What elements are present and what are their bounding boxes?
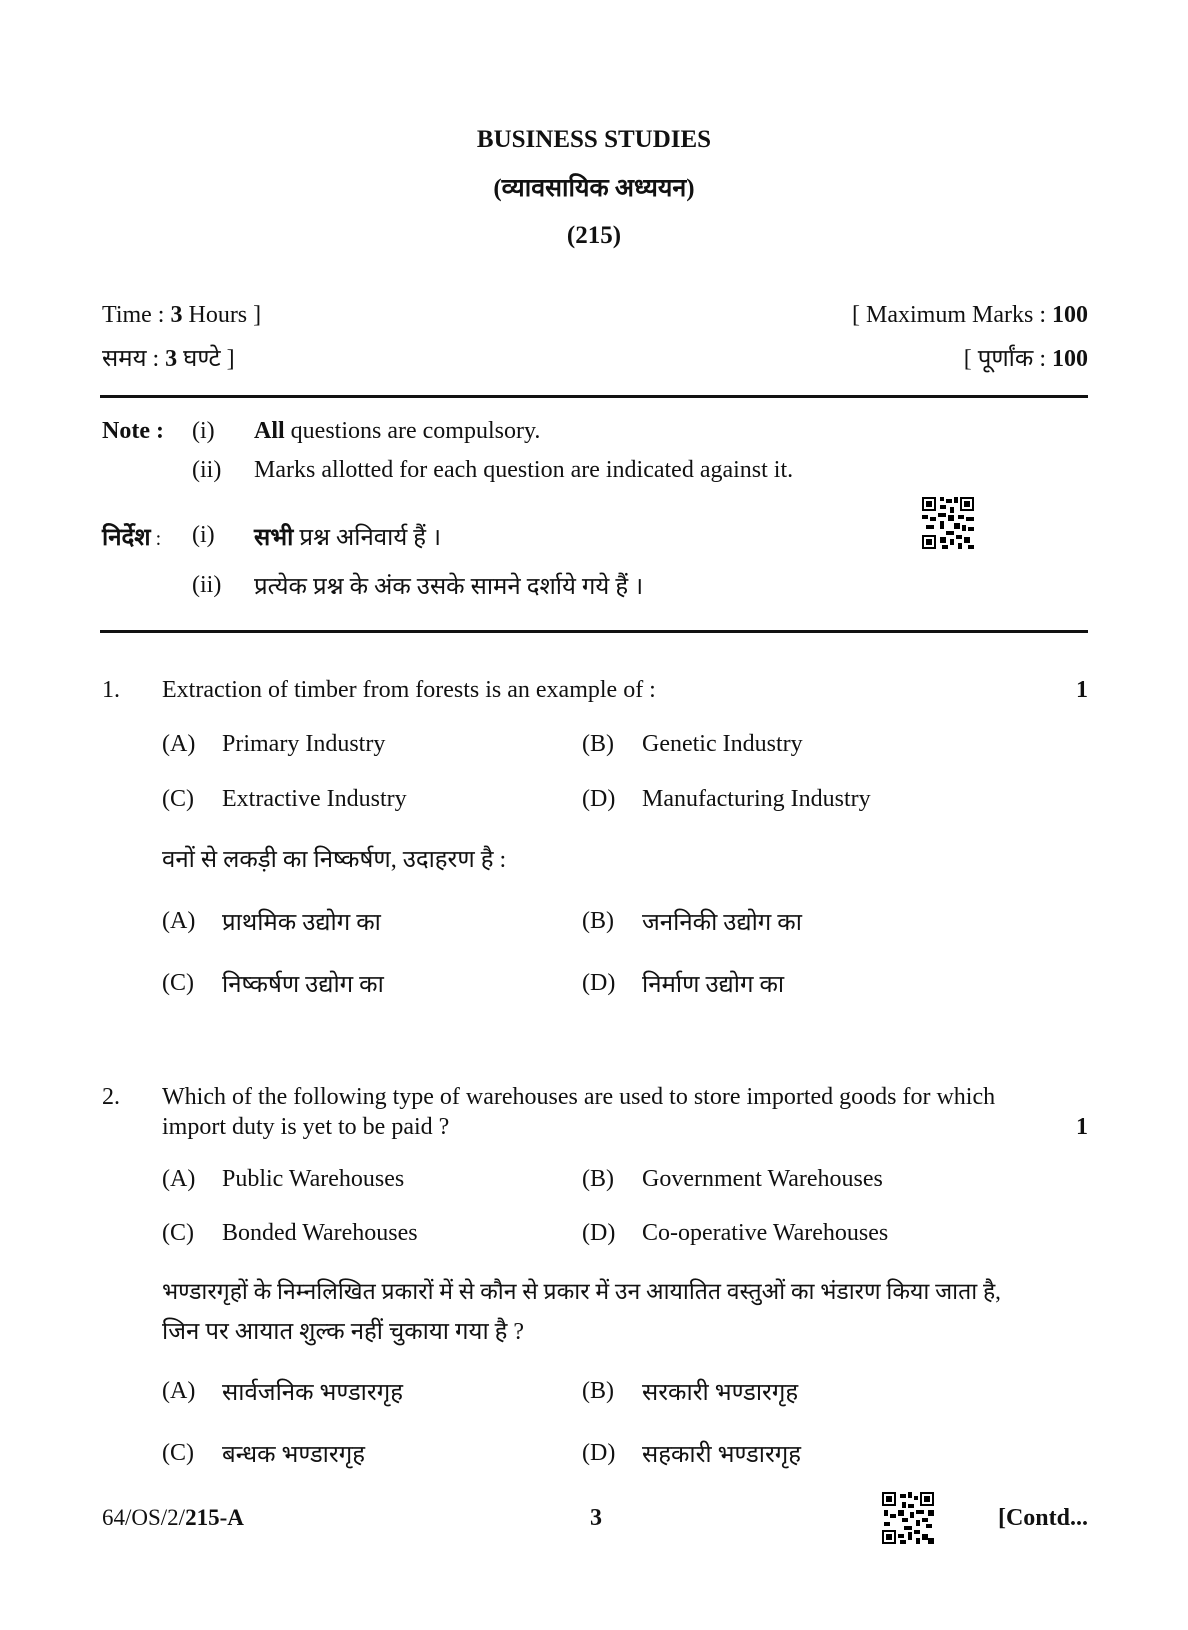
option-key: (A) xyxy=(162,731,196,757)
option-key: (C) xyxy=(162,1220,194,1246)
subject-code: (215) xyxy=(566,222,622,249)
option-text-hindi: सरकारी भण्डारगृह xyxy=(642,1380,799,1406)
paper-code: 64/OS/2/215-A xyxy=(102,1505,244,1530)
question-number: 1. xyxy=(102,677,120,703)
question-text-hindi: वनों से लकड़ी का निष्कर्षण, उदाहरण है : xyxy=(162,847,507,873)
paper-title-hindi: (व्यावसायिक अध्ययन) xyxy=(493,175,695,202)
option-text-hindi: सार्वजनिक भण्डारगृह xyxy=(222,1380,403,1406)
option-key: (A) xyxy=(162,1166,196,1192)
note-item-hindi: सभी प्रश्न अनिवार्य हैं । xyxy=(254,525,442,551)
option-text-hindi: बन्धक भण्डारगृह xyxy=(222,1442,365,1468)
question-text: import duty is yet to be paid ? xyxy=(162,1114,450,1140)
option-key: (D) xyxy=(582,1220,616,1246)
question-text-hindi: भण्डारगृहों के निम्नलिखित प्रकारों में से कौन से प्रकार में उन आयातित वस्तुओं का भंडारण किया जाता है, xyxy=(162,1279,1001,1304)
time-line-hindi: समय : 3 घण्टे ] xyxy=(102,346,235,372)
time-line: Time : 3 Hours ] xyxy=(102,302,262,328)
option-key: (D) xyxy=(582,970,616,996)
option-text-hindi: जननिकी उद्योग का xyxy=(642,910,802,936)
option-text: Public Warehouses xyxy=(222,1166,405,1192)
divider-bottom xyxy=(100,630,1088,633)
option-text: Government Warehouses xyxy=(642,1166,883,1192)
max-marks-line-hindi: [ पूर्णांक : 100 xyxy=(963,346,1088,372)
question-text-hindi: जिन पर आयात शुल्क नहीं चुकाया गया है ? xyxy=(162,1319,525,1345)
note-item-num: (i) xyxy=(192,522,215,548)
option-key: (D) xyxy=(582,1440,616,1466)
note-item: Marks allotted for each question are indicated against it. xyxy=(254,457,794,483)
note-item-num: (ii) xyxy=(192,457,222,483)
option-key: (B) xyxy=(582,731,614,757)
option-text: Primary Industry xyxy=(222,731,386,757)
option-key: (B) xyxy=(582,908,614,934)
qr-code-icon xyxy=(882,1492,934,1544)
option-text: Manufacturing Industry xyxy=(642,786,871,812)
option-key: (B) xyxy=(582,1378,614,1404)
question-text: Which of the following type of warehouses are used to store imported goods for which xyxy=(162,1084,996,1110)
question-text: Extraction of timber from forests is an example of : xyxy=(162,677,656,703)
option-key: (C) xyxy=(162,786,194,812)
option-key: (C) xyxy=(162,970,194,996)
question-marks: 1 xyxy=(1076,1114,1088,1140)
note-item-num: (i) xyxy=(192,418,215,444)
option-key: (C) xyxy=(162,1440,194,1466)
option-key: (A) xyxy=(162,908,196,934)
option-text-hindi: निर्माण उद्योग का xyxy=(642,972,785,998)
option-text: Genetic Industry xyxy=(642,731,803,757)
note-label-hindi: निर्देश : xyxy=(102,525,162,551)
paper-title: BUSINESS STUDIES xyxy=(476,126,712,153)
note-item: All questions are compulsory. xyxy=(254,418,541,444)
option-key: (D) xyxy=(582,786,616,812)
question-number: 2. xyxy=(102,1084,120,1110)
continued-marker: [Contd... xyxy=(997,1505,1088,1531)
option-key: (B) xyxy=(582,1166,614,1192)
option-text: Extractive Industry xyxy=(222,786,407,812)
max-marks-line: [ Maximum Marks : 100 xyxy=(852,302,1088,328)
qr-code-icon xyxy=(922,497,974,549)
page-number: 3 xyxy=(590,1505,602,1531)
option-text: Bonded Warehouses xyxy=(222,1220,418,1246)
note-item-num: (ii) xyxy=(192,572,222,598)
note-label: Note : xyxy=(102,418,164,444)
option-text-hindi: निष्कर्षण उद्योग का xyxy=(222,972,384,998)
option-text: Co-operative Warehouses xyxy=(642,1220,889,1246)
option-text-hindi: सहकारी भण्डारगृह xyxy=(642,1442,802,1468)
question-marks: 1 xyxy=(1076,677,1088,703)
option-text-hindi: प्राथमिक उद्योग का xyxy=(222,910,381,936)
note-item-hindi: प्रत्येक प्रश्न के अंक उसके सामने दर्शाये गये हैं । xyxy=(254,574,644,600)
divider-top xyxy=(100,395,1088,398)
option-key: (A) xyxy=(162,1378,196,1404)
